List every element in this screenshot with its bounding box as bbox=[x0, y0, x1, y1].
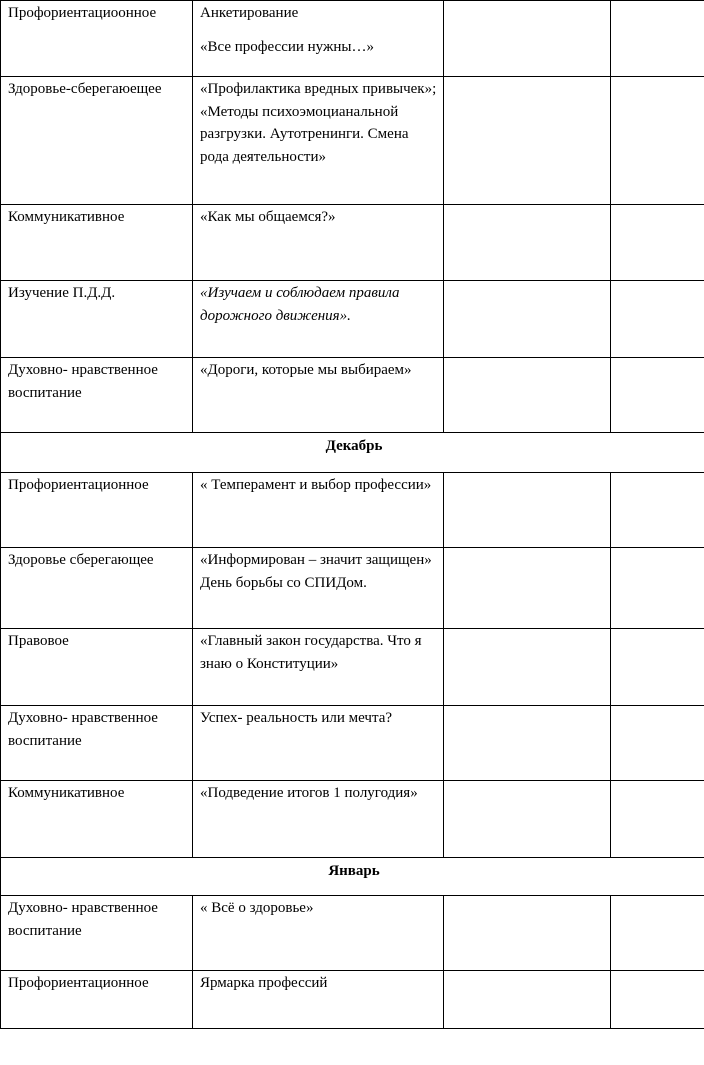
direction-cell: Профориентациоонное bbox=[1, 1, 193, 77]
date-cell bbox=[444, 548, 611, 629]
date-cell bbox=[444, 781, 611, 858]
event-cell bbox=[193, 281, 444, 358]
responsible-cell bbox=[611, 473, 704, 548]
event-cell bbox=[193, 77, 444, 205]
table-row bbox=[1, 205, 704, 281]
date-cell bbox=[444, 205, 611, 281]
direction-cell: Духовно- нравственное воспитание bbox=[1, 896, 193, 971]
event-cell bbox=[193, 781, 444, 858]
date-cell bbox=[444, 629, 611, 706]
date-cell bbox=[444, 77, 611, 205]
direction-cell: Коммуникативное bbox=[1, 205, 193, 281]
table-row bbox=[1, 781, 704, 858]
direction-cell: Здоровье сберегающее bbox=[1, 548, 193, 629]
date-cell bbox=[444, 1, 611, 77]
event-text: «Дороги, которые мы выбираем» bbox=[200, 362, 412, 378]
table-row bbox=[1, 548, 704, 629]
direction-cell: Коммуникативное bbox=[1, 781, 193, 858]
month-header-row bbox=[1, 433, 704, 473]
table-row bbox=[1, 473, 704, 548]
table-row bbox=[1, 629, 704, 706]
month-header-row bbox=[1, 858, 704, 896]
date-cell bbox=[444, 281, 611, 358]
table-row bbox=[1, 358, 704, 433]
event-text: «Профилактика вредных привычек»; «Методы психоэмоцианальной разгрузки. Аутотренинги. Смена рода деятельности» bbox=[200, 81, 437, 165]
date-cell bbox=[444, 358, 611, 433]
date-cell bbox=[444, 706, 611, 781]
responsible-cell bbox=[611, 971, 704, 1029]
direction-cell: Духовно- нравственное воспитание bbox=[1, 706, 193, 781]
event-text: «Изучаем и соблюдаем правила дорожного движения». bbox=[200, 285, 400, 324]
responsible-cell bbox=[611, 77, 704, 205]
event-cell bbox=[193, 358, 444, 433]
table-row bbox=[1, 77, 704, 205]
direction-cell: Правовое bbox=[1, 629, 193, 706]
event-cell bbox=[193, 706, 444, 781]
date-cell bbox=[444, 971, 611, 1029]
responsible-cell bbox=[611, 1, 704, 77]
event-cell bbox=[193, 971, 444, 1029]
direction-cell: Здоровье-сберегаюещее bbox=[1, 77, 193, 205]
month-header: Декабрь bbox=[1, 433, 704, 473]
responsible-cell bbox=[611, 896, 704, 971]
table-row bbox=[1, 706, 704, 781]
event-text: « Темперамент и выбор профессии» bbox=[200, 477, 432, 493]
event-text: « Всё о здоровье» bbox=[200, 900, 314, 916]
event-text: «Как мы общаемся?» bbox=[200, 209, 336, 225]
table-row bbox=[1, 896, 704, 971]
direction-cell: Профориентационное bbox=[1, 473, 193, 548]
direction-cell: Изучение П.Д.Д. bbox=[1, 281, 193, 358]
event-cell bbox=[193, 629, 444, 706]
event-cell bbox=[193, 473, 444, 548]
responsible-cell bbox=[611, 358, 704, 433]
event-text: Успех- реальность или мечта? bbox=[200, 710, 393, 726]
table-row bbox=[1, 971, 704, 1029]
direction-cell: Профориентационное bbox=[1, 971, 193, 1029]
event-cell bbox=[193, 548, 444, 629]
responsible-cell bbox=[611, 205, 704, 281]
table-row bbox=[1, 281, 704, 358]
event-text: Анкетирование bbox=[200, 5, 299, 21]
responsible-cell bbox=[611, 629, 704, 706]
event-text: Ярмарка профессий bbox=[200, 975, 328, 991]
event-text: «Информирован – значит защищен» День борьбы со СПИДом. bbox=[200, 552, 432, 591]
table-row bbox=[1, 1, 704, 77]
event-text: «Подведение итогов 1 полугодия» bbox=[200, 785, 418, 801]
event-cell bbox=[193, 896, 444, 971]
plan-table-body bbox=[1, 1, 704, 1029]
month-header: Январь bbox=[1, 858, 704, 896]
date-cell bbox=[444, 473, 611, 548]
direction-cell: Духовно- нравственное воспитание bbox=[1, 358, 193, 433]
event-cell bbox=[193, 205, 444, 281]
responsible-cell bbox=[611, 781, 704, 858]
responsible-cell bbox=[611, 281, 704, 358]
responsible-cell bbox=[611, 548, 704, 629]
event-cell bbox=[193, 1, 444, 77]
event-text: «Главный закон государства. Что я знаю о Конституции» bbox=[200, 633, 422, 672]
date-cell bbox=[444, 896, 611, 971]
responsible-cell bbox=[611, 706, 704, 781]
event-text: «Все профессии нужны…» bbox=[200, 38, 374, 55]
